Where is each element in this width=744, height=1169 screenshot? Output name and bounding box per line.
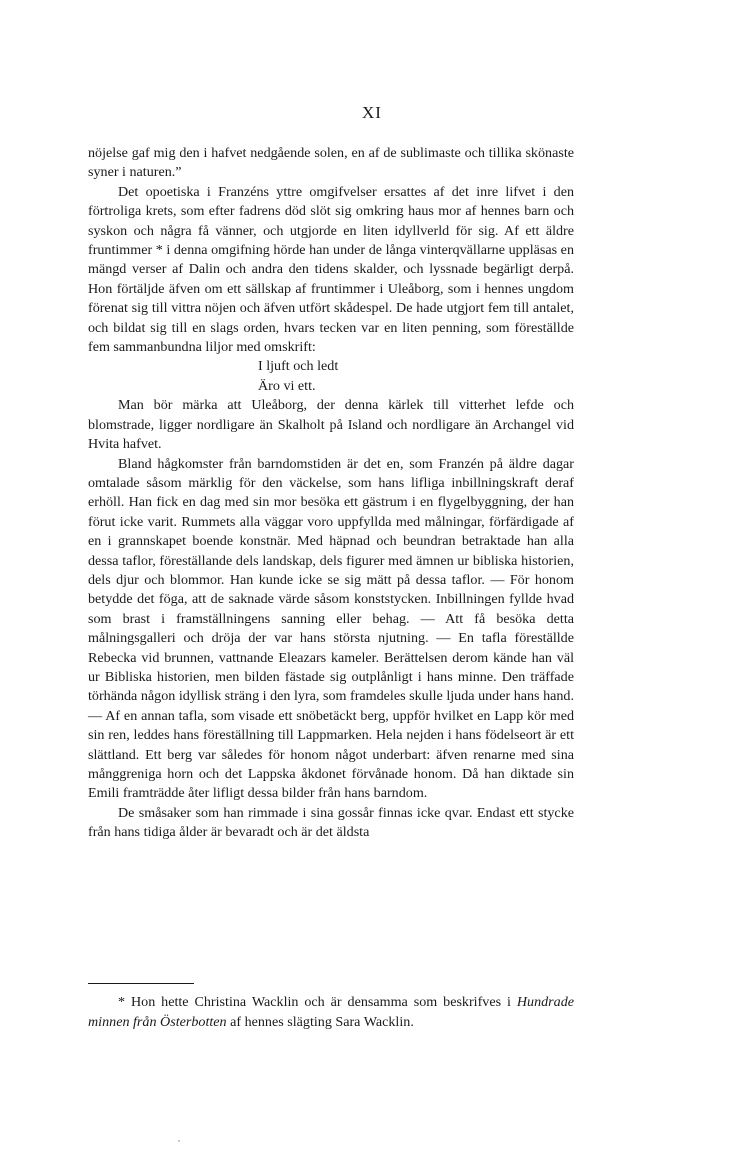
- verse: [88, 357, 574, 396]
- footnote-divider: [88, 983, 194, 984]
- paragraph: De småsaker som han rimmade i sina gossår finnas icke qvar. Endast ett stycke från hans tidiga ålder är bevaradt och är det äldsta: [88, 804, 574, 841]
- paragraph: nöjelse gaf mig den i hafvet nedgående solen, en af de sublimaste och tillika skönaste syner i naturen.”: [88, 145, 574, 181]
- page-number: XI: [362, 103, 382, 122]
- footnote-tail: af hennes slägting Sara Wacklin.: [230, 1014, 414, 1030]
- paper-speck: [178, 1140, 180, 1142]
- footnote: [88, 992, 574, 1032]
- paragraph: Det opoetiska i Franzéns yttre omgifvelser ersattes af det inre lifvet i den förtroliga krets, som efter fadrens död slöt sig omkring haus mor af hennes barn och syskon och några få vänner, och utgjorde en liten idyllverld för sig. Af ett äldre fruntimmer * i denna omgifning hörde han under de långa vinterqvällarne uppläsas en mängd verser af Dalin och andra den tidens skalder, och lyssnade begärligt derpå. Hon förtäljde äfven om ett sällskap af fruntimmer i Uleåborg, som i hennes ungdom förenat sig till vittra nöjen och äfven utfört skådespel. De hade utgjort fem till antalet, och bildat sig till en slags orden, hvars tecken var en liten penning, som föreställde fem sammanbundna liljor med omskrift:: [88, 183, 574, 356]
- verse-line: Äro vi ett.: [258, 377, 316, 394]
- footnote-lead: * Hon hette Christina Wacklin och är densamma som beskrifves i: [118, 994, 511, 1010]
- paragraph: Man bör märka att Uleåborg, der denna kärlek till vitterhet lefde och blomstrade, ligger nordligare än Skalholt på Island och nordligare än Archangel vid Hvita hafvet.: [88, 397, 574, 453]
- verse-line: I ljuft och ledt: [258, 358, 339, 375]
- body-text: [88, 144, 574, 843]
- footnote-book-title: Hundrade minnen från Österbotten: [88, 994, 575, 1030]
- paragraph: Bland hågkomster från barndomstiden är det en, som Franzén på äldre dagar omtalade såsom märklig för den väckelse, som hans lifliga inbillningskraft deraf erhöll. Han fick en dag med sin mor besöka ett gästrum i en flygelbyggning, der han förut icke varit. Rummets alla väggar voro uppfyllda med målningar, förfärdigade af en i grannskapet boende konstnär. Med häpnad och beundran betraktade han alla dessa taflor, föreställande dels landskap, dels figurer med ämnen ur bibliska historien, dels djur och blommor. Han kunde icke se sig mätt på dessa taflor. — För honom betydde det föga, att de saknade värde såsom konststycken. Inbillningen fyllde hvad som brast i framställningens sanning eller behag. — Att få besöka detta målningsgalleri och dröja der var hans största njutning. — En tafla föreställde Rebecka vid brunnen, vattnande Eleazars kameler. Berättelsen derom kände han väl ur Bibliska historien, men bilden fästade sig outplånligt i hans minne. Den träffade törhända någon idyllisk sträng i den lyra, som framdeles skulle ljuda under hans hand. — Af en annan tafla, som visade ett snöbetäckt berg, uppför hvilket en Lapp kör med sin ren, leddes hans föreställning till Lappmarken. Hela nejden i hans födelseort är ett slättland. Ett berg var således för honom något underbart: äfven renarne med sina månggreniga horn och det Lappska åkdonet förvånade honom. Då han diktade sin Emili framträdde åter lifligt dessa bilder från hans barndom.: [88, 455, 574, 802]
